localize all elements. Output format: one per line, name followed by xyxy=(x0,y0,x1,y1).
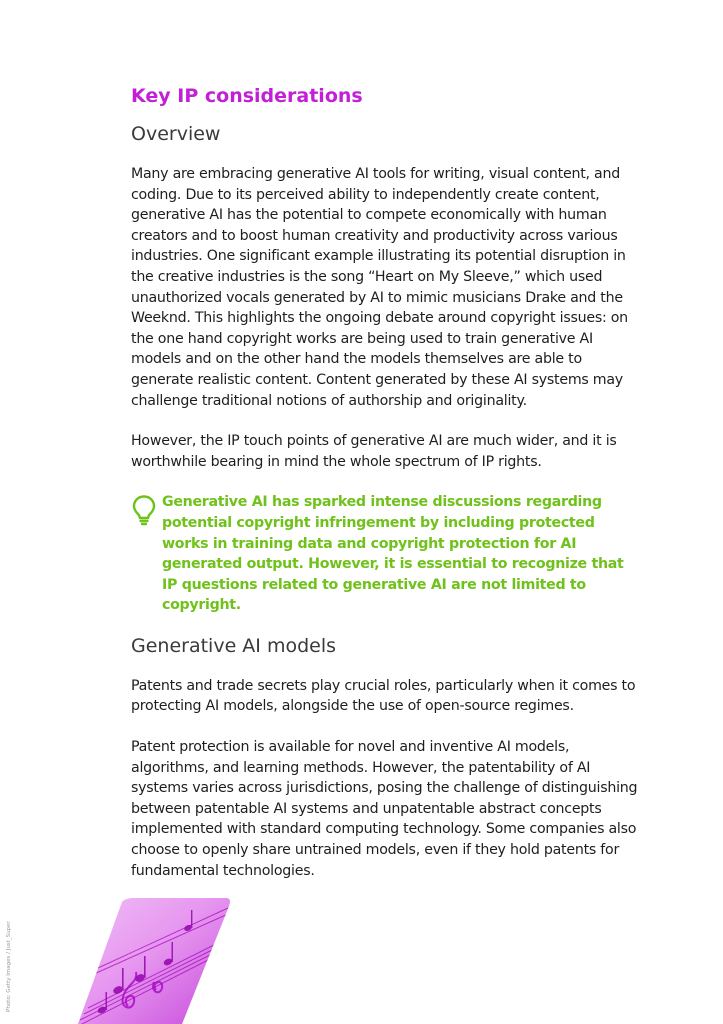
overview-heading: Overview xyxy=(131,123,221,145)
models-heading: Generative AI models xyxy=(131,634,337,657)
overview-paragraph-2: However, the IP touch points of generative AI are much wider, and it is worthwhile bearing in mind the whole spectrum of IP rights. xyxy=(131,433,617,470)
section-kicker: Key IP considerations xyxy=(131,85,363,107)
photo-credit: Photo: Getty Images / Just_Super xyxy=(6,921,12,1012)
main-content xyxy=(131,84,641,901)
tip-callout xyxy=(131,492,641,616)
tip-text: Generative AI has sparked intense discussions regarding potential copyright infringement by including protected works in training data and copyright protection for AI generated output. However, it is essential to recognize that IP questions related to generative AI are not limited to copyright. xyxy=(162,494,624,614)
decorative-music-image xyxy=(78,898,230,1024)
overview-paragraph-1: Many are embracing generative AI tools for writing, visual content, and coding. Due to its perceived ability to independently create content, generative AI has the potential to compete economically with human creators and to boost human creativity and productivity across various industries. One significant example illustrating its potential disruption in the creative industries is the song “Heart on My Sleeve,” which used unauthorized vocals generated by AI to mimic musicians Drake and the Weeknd. This highlights the ongoing debate around copyright issues: on the one hand copyright works are being used to train generative AI models and on the other hand the models themselves are able to generate realistic content. Content generated by these AI systems may challenge traditional notions of authorship and originality. xyxy=(131,166,628,409)
models-paragraph-2: Patent protection is available for novel and inventive AI models, algorithms, and learning methods. However, the patentability of AI systems varies across jurisdictions, posing the challenge of distinguishing between patentable AI systems and unpatentable abstract concepts implemented with standard computing technology. Some companies also choose to openly share untrained models, even if they hold patents for fundamental technologies. xyxy=(131,739,638,879)
models-paragraph-1: Patents and trade secrets play crucial roles, particularly when it comes to protecting AI models, alongside the use of open-source regimes. xyxy=(131,677,636,715)
lightbulb-icon xyxy=(131,494,157,526)
